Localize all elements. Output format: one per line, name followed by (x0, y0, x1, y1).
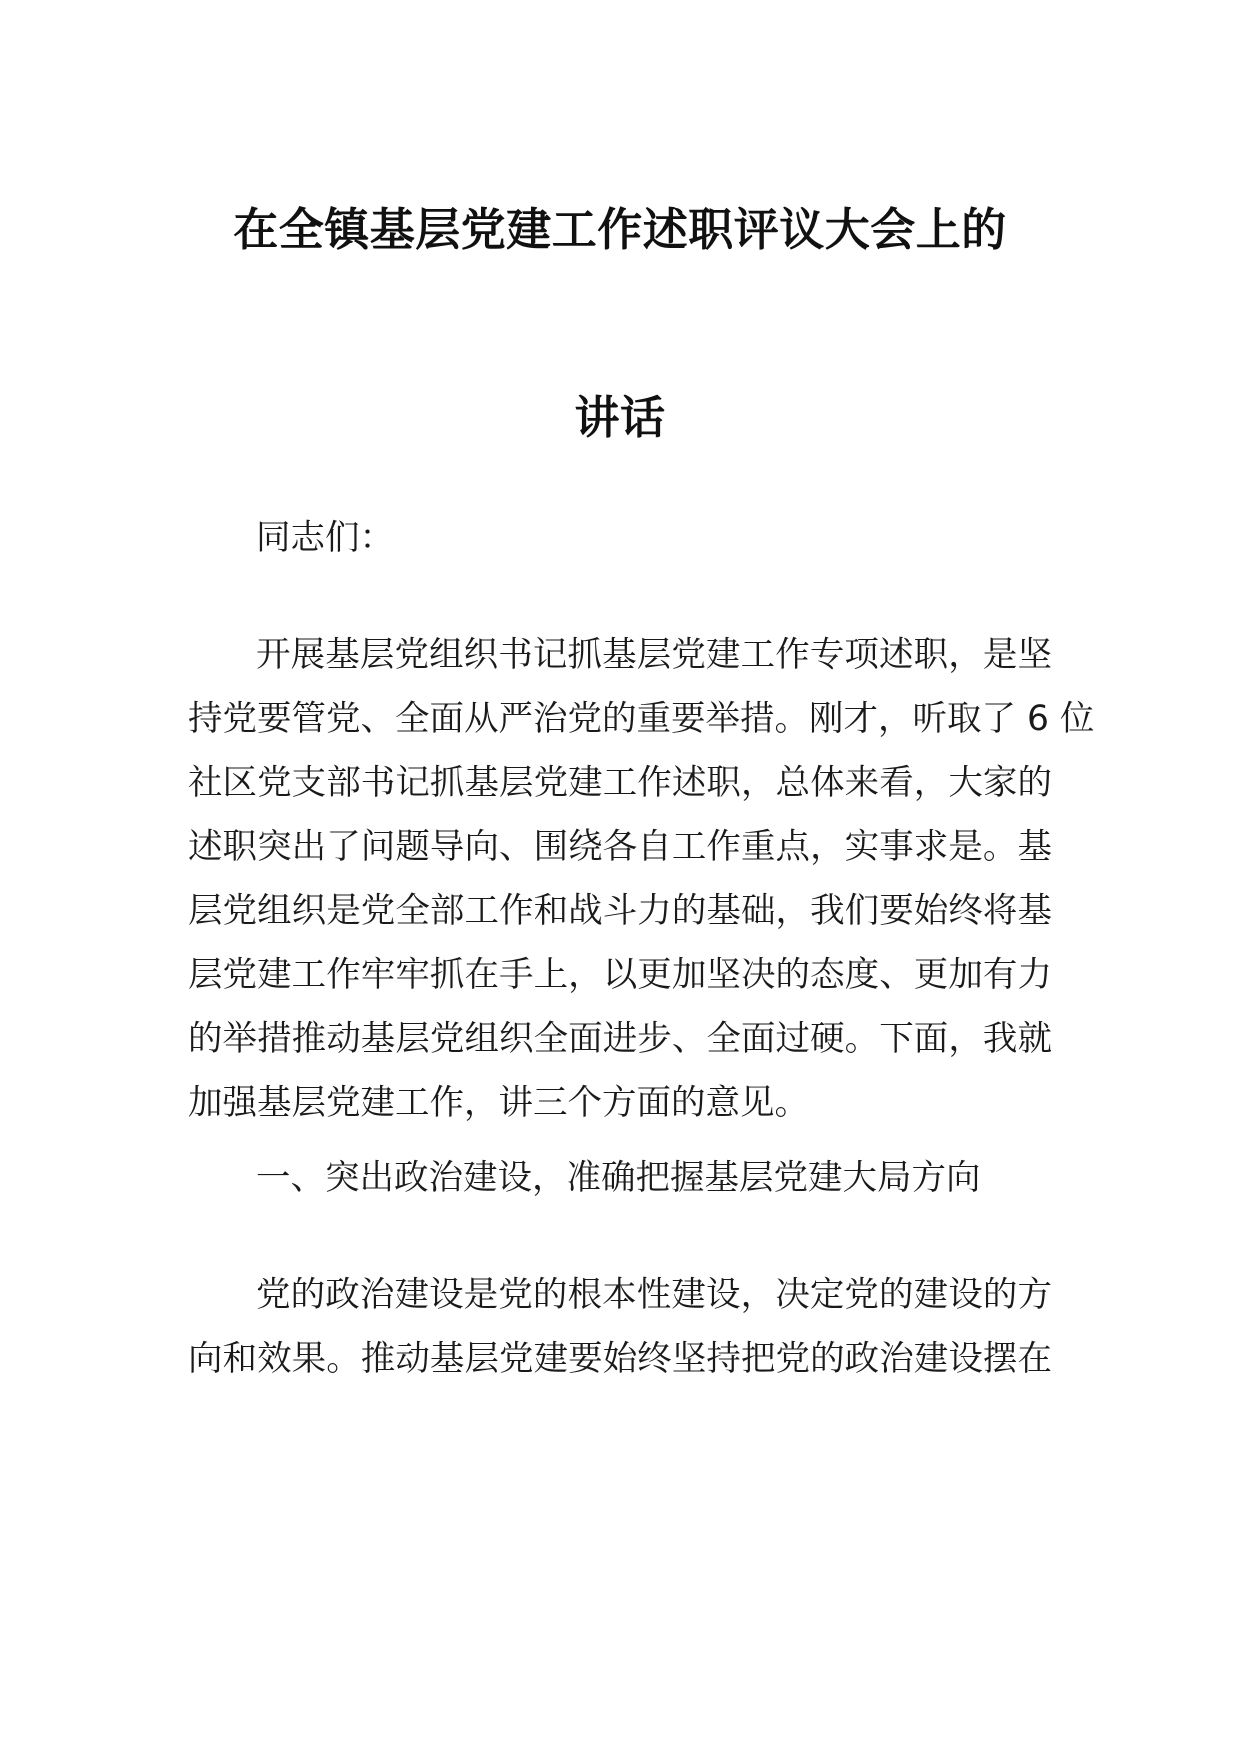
paragraph-1-line-5: 层党组织是党全部工作和战斗力的基础，我们要始终将基 (188, 891, 1052, 931)
section-heading-block (188, 1146, 1052, 1210)
paragraph-1-line-1: 开展基层党组织书记抓基层党建工作专项述职，是坚 (256, 635, 1052, 675)
paragraph-2 (188, 1263, 1052, 1391)
paragraph-1-line-2: 持党要管党、全面从严治党的重要举措。刚才，听取了 6 位 (188, 699, 1095, 739)
paragraph-1-line-4: 述职突出了问题导向、围绕各自工作重点，实事求是。基 (188, 827, 1052, 867)
paragraph-2-line-2: 向和效果。推动基层党建要始终坚持把党的政治建设摆在 (188, 1339, 1052, 1379)
paragraph-1-line-8: 加强基层党建工作，讲三个方面的意见。 (188, 1083, 809, 1123)
paragraph-1-line-3: 社区党支部书记抓基层党建工作述职，总体来看，大家的 (188, 763, 1052, 803)
section-heading-1: 一、突出政治建设，准确把握基层党建大局方向 (256, 1158, 981, 1198)
paragraph-2-line-1: 党的政治建设是党的根本性建设，决定党的建设的方 (256, 1275, 1052, 1315)
salutation-block (188, 506, 1052, 570)
paragraph-1-line-6: 层党建工作牢牢抓在手上，以更加坚决的态度、更加有力 (188, 955, 1052, 995)
paragraph-1 (188, 623, 1095, 1135)
paragraph-1-line-7: 的举措推动基层党组织全面进步、全面过硬。下面，我就 (188, 1019, 1052, 1059)
salutation: 同志们： (256, 518, 394, 558)
document-title-line-1: 在全镇基层党建工作述职评议大会上的 (233, 203, 1007, 256)
document-title-line-2: 讲话 (574, 391, 666, 444)
